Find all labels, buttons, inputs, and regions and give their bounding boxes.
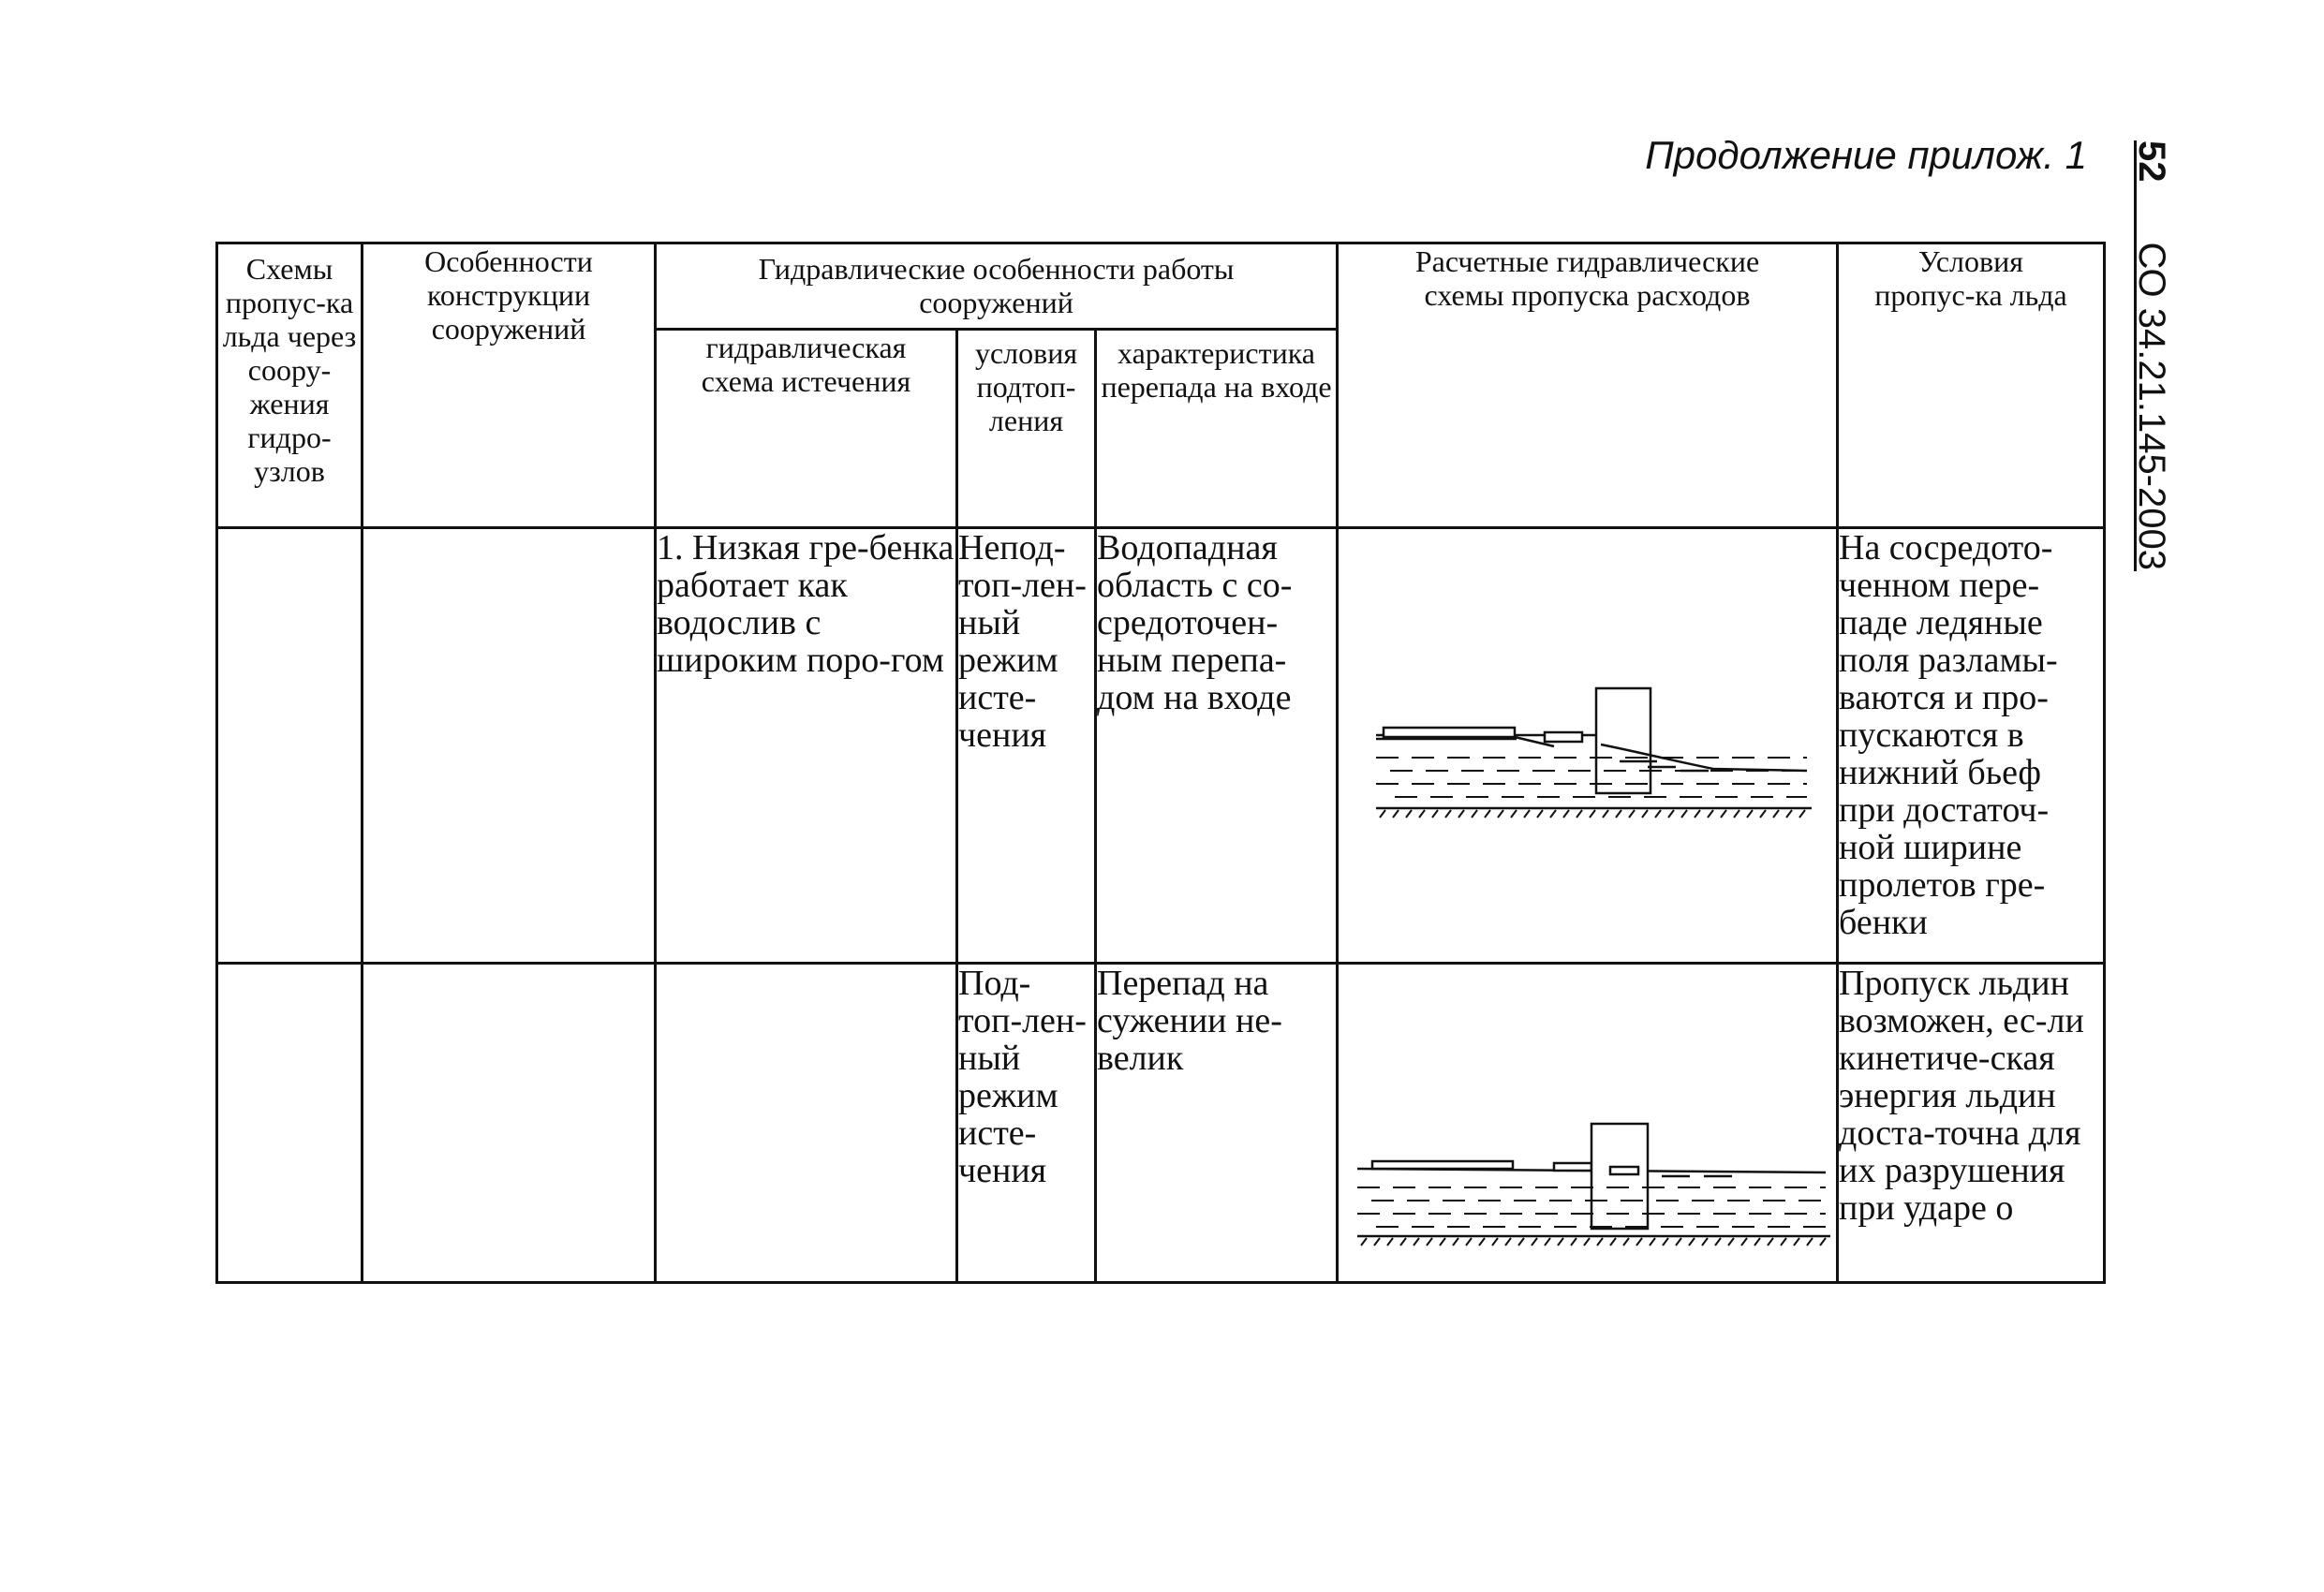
cell-flooding: Непод-топ-лен-ный режим исте-чения bbox=[957, 528, 1096, 964]
free-flow-diagram bbox=[1339, 529, 1839, 962]
cell-hydraulic-scheme: 1. Низкая гре-бенка работает как водослив с широким поро-гом bbox=[656, 528, 957, 964]
table-row bbox=[217, 964, 2105, 1283]
cell-scheme bbox=[217, 964, 363, 1283]
header-drop: характеристика перепада на входе bbox=[1096, 330, 1338, 528]
header-hydraulic-scheme: гидравлическая схема истечения bbox=[656, 330, 957, 528]
header-design-schemes: Расчетные гидравлические схемы пропуска расходов bbox=[1338, 243, 1838, 528]
cell-drop: Перепад на сужении не-велик bbox=[1096, 964, 1338, 1283]
cell-flooding: Под-топ-лен-ный режим исте-чения bbox=[957, 964, 1096, 1283]
cell-ice-conditions: На сосредото-ченном пере-паде ледяные поля разламы-ваются и про-пускаются в нижний бьеф при достаточ-ной ширине пролетов гре-бенки bbox=[1838, 528, 2105, 964]
header-ice-schemes: Схемы пропус-ка льда через соору-жения гидро-узлов bbox=[217, 243, 363, 528]
running-header-sidebar bbox=[2119, 140, 2184, 571]
cell-construction bbox=[363, 964, 656, 1283]
ice-passage-table bbox=[215, 242, 2106, 1284]
cell-diagram bbox=[1338, 528, 1838, 964]
cell-hydraulic-scheme bbox=[656, 964, 957, 1283]
header-construction: Особенности конструкции сооружений bbox=[363, 243, 656, 528]
header-flooding: условия подтоп-ления bbox=[957, 330, 1096, 528]
continuation-label: Продолжение прилож. 1 bbox=[1645, 133, 2087, 177]
cell-scheme bbox=[217, 528, 363, 964]
header-ice-conditions: Условия пропус-ка льда bbox=[1838, 243, 2105, 528]
header-hydraulic-group: Гидравлические особенности работы сооружений bbox=[656, 243, 1338, 330]
cell-diagram bbox=[1338, 964, 1838, 1283]
cell-ice-conditions: Пропуск льдин возможен, ес-ли кинетиче-ская энергия льдин доста-точна для их разрушения при ударе о bbox=[1838, 964, 2105, 1283]
table-row bbox=[217, 528, 2105, 964]
submerged-flow-diagram bbox=[1339, 965, 1839, 1281]
page-number: 52 bbox=[2131, 140, 2172, 183]
document-code: СО 34.21.145-2003 bbox=[2131, 242, 2172, 570]
cell-drop: Водопадная область с со-средоточен-ным перепа-дом на входе bbox=[1096, 528, 1338, 964]
cell-construction bbox=[363, 528, 656, 964]
